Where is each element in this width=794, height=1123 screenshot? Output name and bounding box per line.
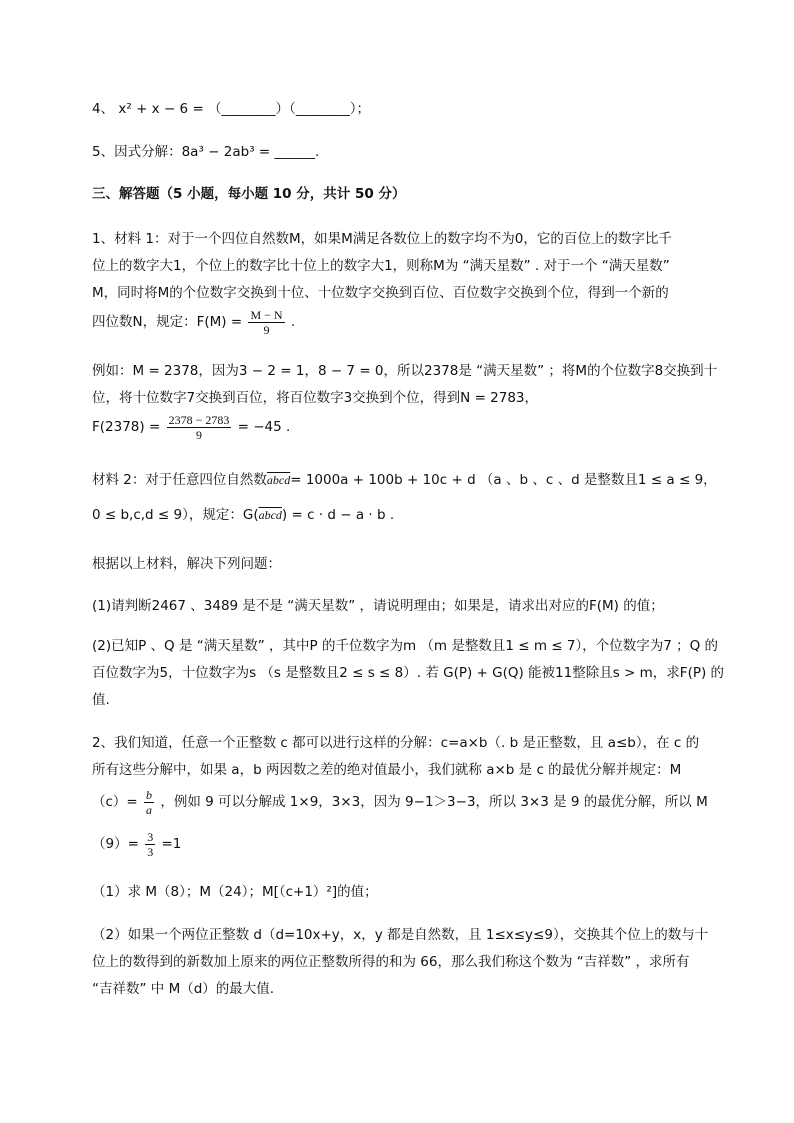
fraction-denominator: 9 [263, 322, 270, 337]
problem-2-line-2: 所有这些分解中，如果 a，b 两因数之差的绝对值最小，我们就称 a×b 是 c 的最优分解并规定：M [92, 762, 682, 778]
section-heading: 三、解答题（5 小题，每小题 10 分，共计 50 分） [92, 186, 406, 202]
problem-1-line-1: 1、材料 1：对于一个四位自然数M，如果M满足各数位上的数字均不为0，它的百位上的数字比千 [92, 231, 672, 247]
m-of-9-value: =1 [161, 836, 182, 852]
example-line-2: 位，将十位数字7交换到百位，将百位数字3交换到个位，得到N = 2783， [92, 390, 539, 406]
material-2-range: 0 ≤ b,c,d ≤ 9），规定：G( [92, 507, 259, 523]
sub-question-2-line-1: (2)已知P 、Q 是 “满天星数” ，其中P 的千位数字为m （m 是整数且1 ≤ m ≤ 7），个位数字为7 ；Q 的 [92, 638, 719, 654]
formula-lhs: F(2378) = [92, 419, 161, 435]
sub-question-2-line-2: 百位数字为5，十位数字为s （s 是整数且2 ≤ s ≤ 8）. 若 G(P) + G(Q) 能被11整除且s > m，求F(P) 的 [92, 665, 725, 681]
problem-1-line-3: M，同时将M的个位数字交换到十位、十位数字交换到百位、百位数字交换到个位，得到一个新的 [92, 285, 669, 301]
three-over-three-fraction [145, 830, 155, 859]
question-5-text: 5、因式分解：8a³ − 2ab³ = ______. [92, 144, 320, 160]
fraction-denominator: a [146, 802, 153, 817]
question-4-text: 4、 x² + x − 6 = （________）（________）； [92, 101, 371, 117]
b-over-a-fraction [144, 788, 154, 817]
fraction-numerator: M − N [250, 307, 283, 322]
problem-2-line-3 [92, 784, 708, 820]
problem-2-sub-2-line-3: “吉祥数” 中 M（d）的最大值. [92, 981, 275, 997]
example-fraction [167, 413, 232, 442]
problem-2-line-4 [92, 826, 181, 862]
fraction-numerator: 3 [147, 829, 154, 844]
problem-2-line-1: 2、我们知道，任意一个正整数 c 都可以进行这样的分解：c=a×b（. b 是正整数，且 a≤b），在 c 的 [92, 735, 700, 751]
example-formula-line [92, 409, 290, 445]
material-2-rule: ) = c · d − a · b . [281, 507, 395, 523]
fraction-numerator: b [146, 787, 153, 802]
overlined-number: abcd [266, 473, 291, 487]
fraction-denominator: 3 [147, 844, 154, 859]
problem-1-definition-line [92, 304, 295, 340]
problem-1-line-2: 位上的数字大1，个位上的数字比十位上的数字大1，则称M为 “满天星数” . 对于一个 “满天星数” [92, 258, 670, 274]
material-2-text: 材料 2：对于任意四位自然数 [92, 472, 267, 488]
formula-result: = −45 . [237, 419, 291, 435]
example-line-1: 例如：M = 2378，因为3 − 2 = 1，8 − 7 = 0，所以2378是 “满天星数” ；将M的个位数字8交换到十 [92, 363, 718, 379]
definition-end: . [290, 314, 296, 330]
m-of-c-label: （c）= [92, 794, 138, 810]
definition-fraction [248, 308, 284, 337]
sub-question-2-line-3: 值. [92, 692, 110, 708]
problem-2-sub-1: （1）求 M（8）；M（24）；M[（c+1）²]的值； [92, 884, 378, 900]
definition-text: 四位数N，规定：F(M) = [92, 314, 243, 330]
example-text: ，例如 9 可以分解成 1×9，3×3，因为 9−1＞3−3，所以 3×3 是 9 的最优分解，所以 M [160, 794, 708, 810]
fraction-numerator: 2378 − 2783 [168, 412, 230, 427]
problem-2-sub-2-line-1: （2）如果一个两位正整数 d（d=10x+y，x，y 都是自然数，且 1≤x≤y≤9），交换其个位上的数与十 [92, 927, 709, 943]
overlined-number: abcd [258, 508, 282, 522]
instruction-text: 根据以上材料，解决下列问题： [92, 556, 281, 572]
sub-question-1: (1)请判断2467 、3489 是不是 “满天星数” ，请说明理由；如果是，请求出对应的F(M) 的值； [92, 598, 664, 614]
problem-2-sub-2-line-2: 位上的数得到的新数加上原来的两位正整数所得的和为 66，那么我们称这个数为 “吉祥数” ，求所有 [92, 954, 690, 970]
material-2-formula: = 1000a + 100b + 10c + d （a 、b 、c 、d 是整数且1 ≤ a ≤ 9， [290, 472, 717, 488]
m-of-9-label: （9）= [92, 836, 139, 852]
material-2-line-2 [92, 505, 394, 525]
fraction-denominator: 9 [195, 427, 202, 442]
material-2-line-1 [92, 470, 717, 490]
